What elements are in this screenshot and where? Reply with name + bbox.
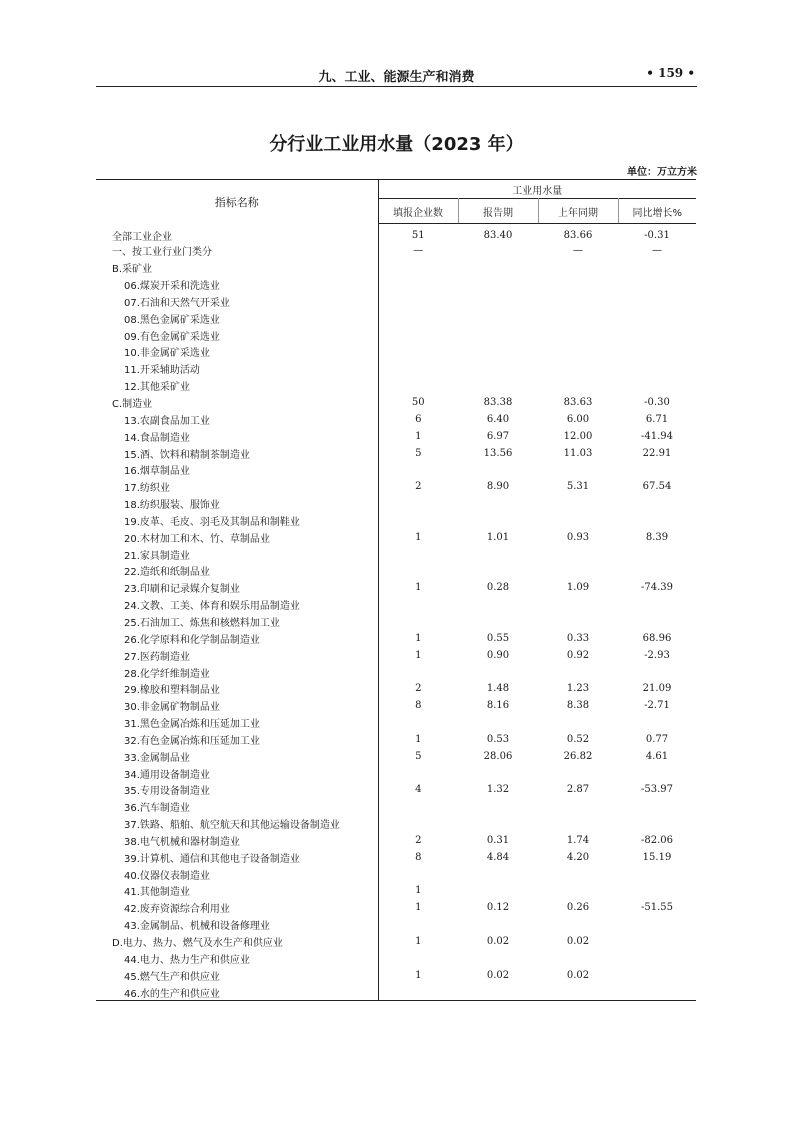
cell-last-year	[538, 563, 618, 580]
row-label: 18.纺织服装、服饰业	[96, 495, 378, 512]
column-header-yoy-growth: 同比增长%	[618, 199, 696, 224]
cell-report-period	[458, 243, 538, 260]
table-row	[96, 445, 696, 462]
cell-last-year	[538, 512, 618, 529]
column-header-enterprises: 填报企业数	[378, 199, 458, 224]
row-label: 10.非金属矿采选业	[96, 344, 378, 361]
cell-report-period	[458, 546, 538, 563]
cell-report-period	[458, 327, 538, 344]
table-row	[96, 394, 696, 411]
cell-enterprises: 1	[415, 733, 422, 745]
cell-yoy-growth	[618, 798, 696, 815]
cell-last-year	[538, 613, 618, 630]
cell-report-period	[458, 293, 538, 310]
cell-yoy-growth	[618, 344, 696, 361]
cell-yoy-growth	[618, 984, 696, 1001]
cell-last-year: 1.74	[566, 834, 590, 846]
row-label: 25.石油加工、炼焦和核燃料加工业	[96, 613, 378, 630]
cell-last-year	[538, 798, 618, 815]
cell-report-period: 0.02	[486, 969, 510, 981]
cell-enterprises: 8	[415, 851, 422, 863]
cell-enterprises: 1	[415, 632, 422, 644]
row-label: 06.煤炭开采和洗选业	[96, 276, 378, 293]
table-row	[96, 428, 696, 445]
cell-last-year: —	[573, 245, 583, 257]
row-label: 17.纺织业	[96, 478, 378, 495]
cell-report-period	[458, 259, 538, 276]
row-label: 32.有色金属冶炼和压延加工业	[96, 731, 378, 748]
page-number: • 159 •	[646, 66, 695, 80]
cell-enterprises	[378, 360, 458, 377]
cell-last-year: 0.52	[566, 733, 590, 745]
table-row	[96, 731, 696, 748]
column-group-header: 工业用水量	[378, 180, 696, 199]
cell-report-period	[458, 664, 538, 681]
table-row	[96, 377, 696, 394]
table-row	[96, 259, 696, 276]
cell-last-year	[538, 714, 618, 731]
table-row	[96, 916, 696, 933]
row-label: 31.黑色金属冶炼和压延加工业	[96, 714, 378, 731]
row-label: 16.烟草制品业	[96, 461, 378, 478]
table-row	[96, 563, 696, 580]
cell-enterprises: 1	[415, 649, 422, 661]
cell-last-year	[538, 293, 618, 310]
row-label: 27.医药制造业	[96, 647, 378, 664]
table-row	[96, 866, 696, 883]
cell-yoy-growth: 6.71	[645, 413, 669, 425]
cell-yoy-growth	[618, 815, 696, 832]
table-row	[96, 495, 696, 512]
cell-yoy-growth: 0.77	[645, 733, 669, 745]
table-row	[96, 224, 696, 243]
cell-report-period	[458, 984, 538, 1001]
cell-enterprises: 1	[415, 885, 422, 897]
cell-last-year: 83.63	[563, 397, 593, 409]
cell-last-year: 11.03	[563, 447, 593, 459]
table-row	[96, 849, 696, 866]
cell-enterprises: —	[413, 245, 424, 257]
cell-yoy-growth: 21.09	[642, 683, 672, 695]
cell-enterprises: 4	[415, 784, 422, 796]
cell-enterprises	[378, 664, 458, 681]
cell-yoy-growth	[618, 596, 696, 613]
cell-enterprises: 1	[415, 936, 422, 948]
cell-enterprises	[378, 344, 458, 361]
row-label: 13.农副食品加工业	[96, 411, 378, 428]
table-row	[96, 344, 696, 361]
cell-report-period	[458, 310, 538, 327]
row-label: 42.废弃资源综合利用业	[96, 899, 378, 916]
table-row	[96, 243, 696, 260]
cell-last-year: 0.02	[566, 969, 590, 981]
cell-report-period: 0.12	[486, 902, 510, 914]
cell-last-year	[538, 765, 618, 782]
cell-enterprises	[378, 276, 458, 293]
cell-yoy-growth	[618, 377, 696, 394]
cell-report-period	[458, 613, 538, 630]
table-row	[96, 579, 696, 596]
cell-enterprises: 5	[415, 447, 422, 459]
table-row	[96, 950, 696, 967]
cell-yoy-growth: -51.55	[640, 902, 673, 914]
cell-enterprises: 51	[411, 229, 425, 241]
table-row	[96, 529, 696, 546]
table-row	[96, 899, 696, 916]
row-label: C.制造业	[96, 394, 378, 411]
water-use-table	[96, 179, 696, 1001]
cell-yoy-growth	[618, 461, 696, 478]
cell-enterprises	[378, 714, 458, 731]
cell-yoy-growth	[618, 866, 696, 883]
row-label: 29.橡胶和塑料制品业	[96, 680, 378, 697]
table-row	[96, 680, 696, 697]
cell-enterprises	[378, 293, 458, 310]
row-label: 46.水的生产和供应业	[96, 984, 378, 1001]
cell-enterprises: 1	[415, 531, 422, 543]
row-label: 19.皮革、毛皮、羽毛及其制品和制鞋业	[96, 512, 378, 529]
cell-report-period: 0.53	[486, 733, 510, 745]
cell-enterprises	[378, 613, 458, 630]
table-row	[96, 461, 696, 478]
cell-enterprises: 5	[415, 750, 422, 762]
table-row	[96, 933, 696, 950]
cell-last-year: 0.93	[566, 531, 590, 543]
cell-report-period: 28.06	[483, 750, 513, 762]
cell-last-year	[538, 866, 618, 883]
table-row	[96, 293, 696, 310]
cell-yoy-growth	[618, 916, 696, 933]
row-label: 45.燃气生产和供应业	[96, 967, 378, 984]
cell-enterprises	[378, 259, 458, 276]
cell-report-period	[458, 950, 538, 967]
row-label: 35.专用设备制造业	[96, 782, 378, 799]
cell-yoy-growth: -2.93	[644, 649, 670, 661]
row-label: 15.酒、饮料和精制茶制造业	[96, 445, 378, 462]
cell-enterprises: 6	[415, 413, 422, 425]
row-label: 37.铁路、船舶、航空航天和其他运输设备制造业	[96, 815, 378, 832]
cell-yoy-growth	[618, 259, 696, 276]
cell-enterprises: 2	[415, 683, 422, 695]
cell-enterprises: 1	[415, 582, 422, 594]
cell-yoy-growth	[618, 495, 696, 512]
cell-report-period	[458, 596, 538, 613]
cell-report-period	[458, 798, 538, 815]
cell-last-year: 0.92	[566, 649, 590, 661]
running-header	[96, 62, 697, 87]
unit-label: 单位：万立方米	[627, 167, 697, 178]
cell-last-year	[538, 984, 618, 1001]
cell-enterprises	[378, 310, 458, 327]
cell-enterprises: 2	[415, 834, 422, 846]
cell-enterprises: 1	[415, 430, 422, 442]
row-label: 20.木材加工和木、竹、草制品业	[96, 529, 378, 546]
row-label: 07.石油和天然气开采业	[96, 293, 378, 310]
cell-last-year	[538, 950, 618, 967]
table-row	[96, 697, 696, 714]
cell-report-period	[458, 765, 538, 782]
table-row	[96, 647, 696, 664]
cell-yoy-growth	[618, 950, 696, 967]
cell-last-year: 4.20	[566, 851, 590, 863]
cell-yoy-growth	[618, 310, 696, 327]
cell-report-period: 0.31	[486, 834, 510, 846]
column-header-same-period-last-year: 上年同期	[538, 199, 618, 224]
cell-enterprises	[378, 798, 458, 815]
chapter-title: 九、工业、能源生产和消费	[318, 70, 475, 85]
row-label: 24.文教、工美、体育和娱乐用品制造业	[96, 596, 378, 613]
cell-yoy-growth: -2.71	[644, 700, 670, 712]
cell-enterprises	[378, 495, 458, 512]
table-row	[96, 327, 696, 344]
cell-yoy-growth: 68.96	[642, 632, 672, 644]
table-row	[96, 276, 696, 293]
cell-report-period	[458, 360, 538, 377]
cell-report-period: 1.01	[486, 531, 510, 543]
table-row	[96, 782, 696, 799]
cell-last-year	[538, 276, 618, 293]
row-label: 一、按工业行业门类分	[96, 243, 378, 260]
row-label: 40.仪器仪表制造业	[96, 866, 378, 883]
cell-yoy-growth: —	[652, 245, 662, 257]
row-label: 14.食品制造业	[96, 428, 378, 445]
cell-report-period: 1.32	[486, 784, 510, 796]
cell-yoy-growth: -41.94	[640, 430, 673, 442]
cell-enterprises	[378, 377, 458, 394]
row-label: 30.非金属矿物制品业	[96, 697, 378, 714]
cell-report-period: 8.16	[486, 700, 510, 712]
table-row	[96, 832, 696, 849]
cell-report-period	[458, 866, 538, 883]
cell-report-period: 0.55	[486, 632, 510, 644]
cell-report-period: 0.02	[486, 936, 510, 948]
cell-enterprises: 2	[415, 481, 422, 493]
table-row	[96, 967, 696, 984]
cell-report-period	[458, 495, 538, 512]
table-row	[96, 478, 696, 495]
cell-report-period: 8.90	[486, 481, 510, 493]
row-label: 38.电气机械和器材制造业	[96, 832, 378, 849]
cell-last-year	[538, 377, 618, 394]
cell-yoy-growth	[618, 360, 696, 377]
cell-report-period: 0.28	[486, 582, 510, 594]
row-label: 43.金属制品、机械和设备修理业	[96, 916, 378, 933]
column-header-indicator-name: 指标名称	[96, 180, 378, 224]
cell-report-period	[458, 563, 538, 580]
cell-report-period: 6.97	[486, 430, 510, 442]
row-label: 08.黑色金属矿采选业	[96, 310, 378, 327]
cell-report-period	[458, 714, 538, 731]
cell-report-period: 1.48	[486, 683, 510, 695]
cell-report-period	[458, 461, 538, 478]
row-label: 33.金属制品业	[96, 748, 378, 765]
row-label: 44.电力、热力生产和供应业	[96, 950, 378, 967]
cell-enterprises	[378, 950, 458, 967]
cell-yoy-growth: -53.97	[640, 784, 673, 796]
cell-last-year	[538, 596, 618, 613]
row-label: 41.其他制造业	[96, 883, 378, 900]
cell-enterprises	[378, 815, 458, 832]
row-label: 26.化学原料和化学制品制造业	[96, 630, 378, 647]
cell-enterprises	[378, 916, 458, 933]
cell-report-period	[458, 815, 538, 832]
cell-yoy-growth: -74.39	[640, 582, 673, 594]
table-body	[96, 224, 696, 1001]
cell-yoy-growth	[618, 967, 696, 984]
cell-enterprises: 1	[415, 969, 422, 981]
row-label: D.电力、热力、燃气及水生产和供应业	[96, 933, 378, 950]
cell-last-year	[538, 815, 618, 832]
cell-enterprises: 8	[415, 700, 422, 712]
cell-yoy-growth	[618, 293, 696, 310]
cell-report-period	[458, 377, 538, 394]
cell-enterprises	[378, 461, 458, 478]
cell-last-year	[538, 344, 618, 361]
table-row	[96, 714, 696, 731]
table-row	[96, 310, 696, 327]
cell-last-year	[538, 310, 618, 327]
cell-yoy-growth: 8.39	[645, 531, 669, 543]
cell-enterprises	[378, 984, 458, 1001]
cell-yoy-growth	[618, 765, 696, 782]
table-row	[96, 664, 696, 681]
row-label: B.采矿业	[96, 259, 378, 276]
cell-yoy-growth: -0.31	[644, 229, 670, 241]
row-label: 34.通用设备制造业	[96, 765, 378, 782]
cell-last-year	[538, 495, 618, 512]
cell-last-year	[538, 360, 618, 377]
table-row	[96, 630, 696, 647]
table-row	[96, 411, 696, 428]
cell-enterprises	[378, 512, 458, 529]
cell-enterprises	[378, 546, 458, 563]
cell-enterprises	[378, 563, 458, 580]
cell-report-period: 13.56	[483, 447, 513, 459]
table-row	[96, 596, 696, 613]
row-label: 28.化学纤维制造业	[96, 664, 378, 681]
cell-report-period: 83.40	[483, 229, 513, 241]
cell-report-period	[458, 276, 538, 293]
cell-yoy-growth	[618, 613, 696, 630]
cell-yoy-growth	[618, 883, 696, 900]
table-title: 分行业工业用水量（2023 年）	[269, 134, 524, 155]
column-header-report-period: 报告期	[458, 199, 538, 224]
cell-last-year: 0.26	[566, 902, 590, 914]
table-row	[96, 984, 696, 1001]
cell-last-year	[538, 916, 618, 933]
row-label: 36.汽车制造业	[96, 798, 378, 815]
cell-last-year: 1.23	[566, 683, 590, 695]
cell-enterprises	[378, 866, 458, 883]
cell-last-year	[538, 461, 618, 478]
cell-last-year: 1.09	[566, 582, 590, 594]
cell-enterprises	[378, 596, 458, 613]
table-row	[96, 613, 696, 630]
cell-last-year	[538, 546, 618, 563]
cell-last-year: 8.38	[566, 700, 590, 712]
cell-yoy-growth	[618, 327, 696, 344]
cell-last-year: 26.82	[563, 750, 593, 762]
cell-last-year: 2.87	[566, 784, 590, 796]
cell-yoy-growth	[618, 933, 696, 950]
row-label: 12.其他采矿业	[96, 377, 378, 394]
cell-last-year: 83.66	[563, 229, 593, 241]
cell-last-year	[538, 664, 618, 681]
row-label: 39.计算机、通信和其他电子设备制造业	[96, 849, 378, 866]
cell-yoy-growth	[618, 563, 696, 580]
cell-yoy-growth: 15.19	[642, 851, 672, 863]
table-row	[96, 883, 696, 900]
cell-yoy-growth	[618, 664, 696, 681]
cell-last-year	[538, 327, 618, 344]
cell-yoy-growth: 4.61	[645, 750, 669, 762]
cell-report-period: 4.84	[486, 851, 510, 863]
table-row	[96, 546, 696, 563]
cell-yoy-growth: -82.06	[640, 834, 673, 846]
cell-yoy-growth	[618, 512, 696, 529]
cell-report-period: 6.40	[486, 413, 510, 425]
cell-report-period: 0.90	[486, 649, 510, 661]
cell-yoy-growth	[618, 546, 696, 563]
table-row	[96, 815, 696, 832]
table-row	[96, 798, 696, 815]
cell-yoy-growth	[618, 276, 696, 293]
row-label: 全部工业企业	[96, 224, 378, 243]
cell-report-period	[458, 916, 538, 933]
cell-enterprises: 1	[415, 902, 422, 914]
table-row	[96, 512, 696, 529]
cell-yoy-growth: 22.91	[642, 447, 672, 459]
cell-yoy-growth	[618, 714, 696, 731]
cell-last-year: 0.33	[566, 632, 590, 644]
table-row	[96, 765, 696, 782]
cell-last-year	[538, 259, 618, 276]
row-label: 23.印刷和记录媒介复制业	[96, 579, 378, 596]
cell-report-period	[458, 512, 538, 529]
cell-enterprises: 50	[411, 397, 425, 409]
cell-last-year: 12.00	[563, 430, 593, 442]
row-label: 09.有色金属矿采选业	[96, 327, 378, 344]
cell-last-year: 6.00	[566, 413, 590, 425]
cell-enterprises	[378, 327, 458, 344]
table-row	[96, 748, 696, 765]
cell-last-year	[538, 883, 618, 900]
cell-report-period	[458, 344, 538, 361]
row-label: 21.家具制造业	[96, 546, 378, 563]
cell-yoy-growth: -0.30	[644, 397, 670, 409]
table-row	[96, 360, 696, 377]
cell-report-period	[458, 883, 538, 900]
row-label: 11.开采辅助活动	[96, 360, 378, 377]
row-label: 22.造纸和纸制品业	[96, 563, 378, 580]
cell-last-year: 5.31	[566, 481, 590, 493]
cell-yoy-growth: 67.54	[642, 481, 672, 493]
cell-enterprises	[378, 765, 458, 782]
cell-last-year: 0.02	[566, 936, 590, 948]
cell-report-period: 83.38	[483, 397, 513, 409]
